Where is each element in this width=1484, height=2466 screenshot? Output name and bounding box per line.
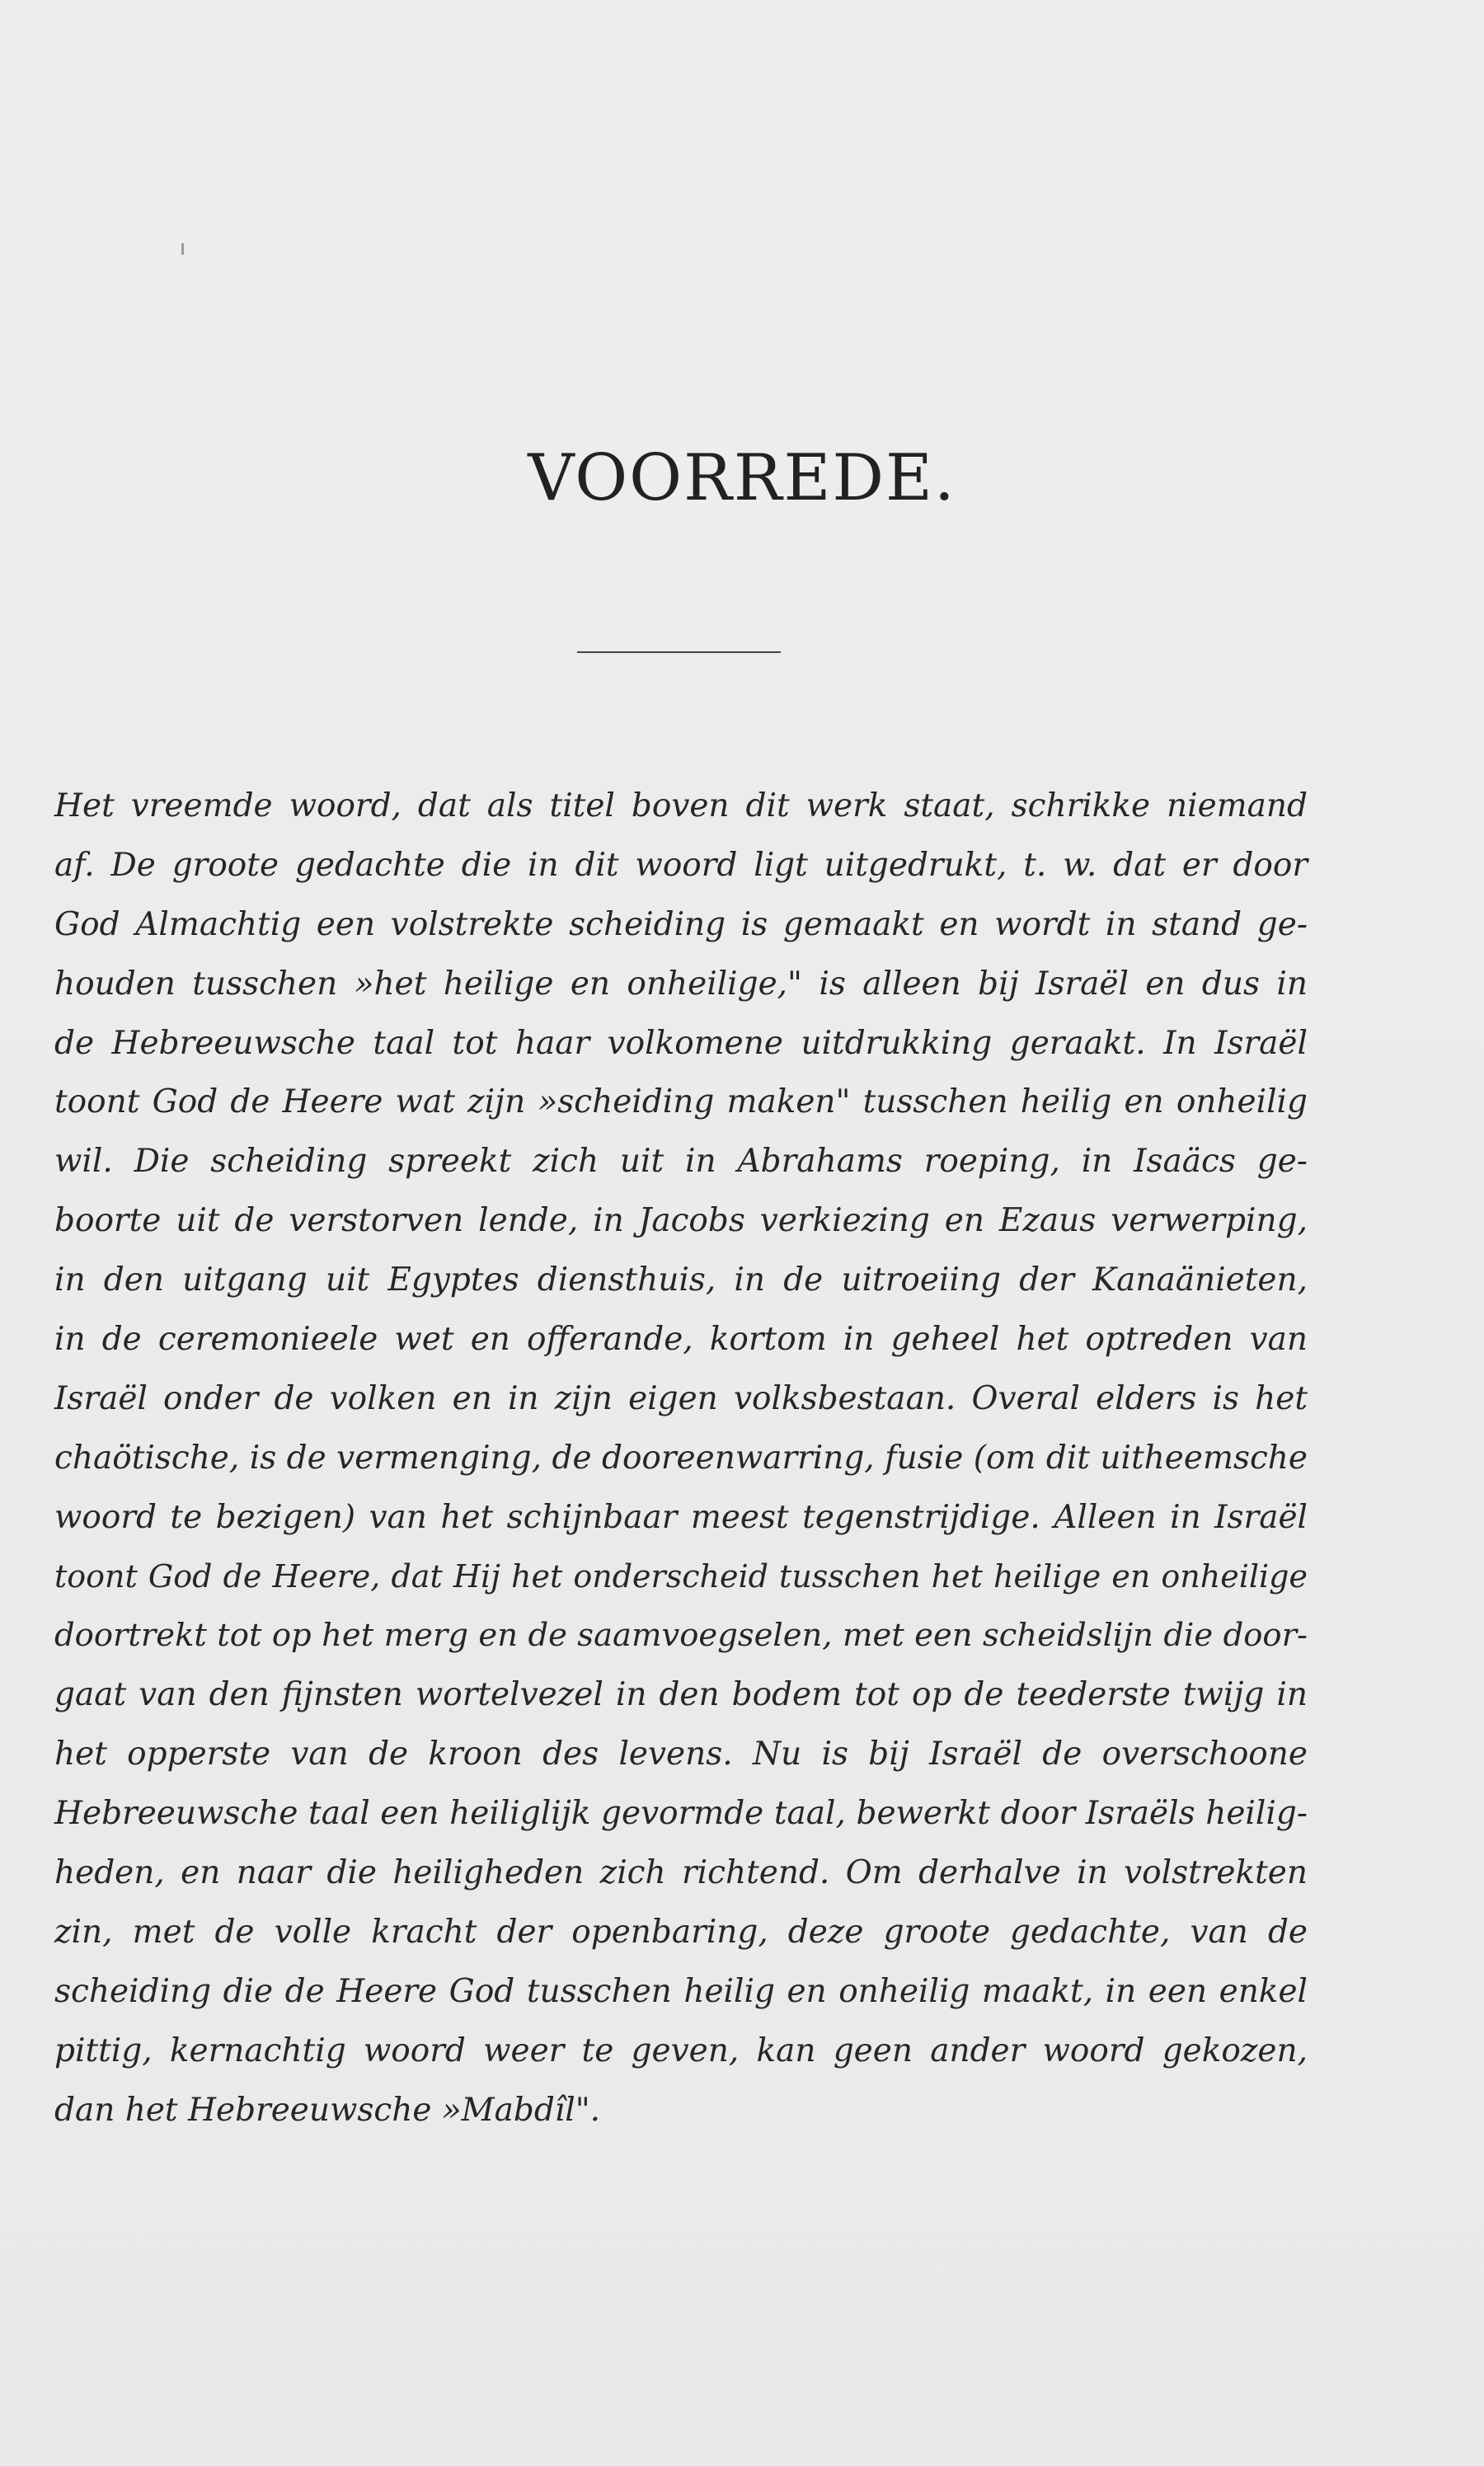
text-line: doortrekt tot op het merg en de saamvoegselen, met een scheidslijn die door-: [54, 1617, 1308, 1655]
paper-speck: [181, 243, 184, 255]
text-line: houden tusschen »het heilige en onheilige," is alleen bij Israël en dus in: [54, 965, 1308, 1003]
text-line: in de ceremonieele wet en offerande, kortom in geheel het optreden van: [54, 1321, 1308, 1359]
text-line: God Almachtig een volstrekte scheiding is gemaakt en wordt in stand ge-: [54, 905, 1308, 943]
text-line: gaat van den fijnsten wortelvezel in den bodem tot op de teederste twijg in: [54, 1676, 1308, 1714]
text-line: Israël onder de volken en in zijn eigen volksbestaan. Overal elders is het: [54, 1379, 1308, 1417]
text-line: pittig, kernachtig woord weer te geven, kan geen ander woord gekozen,: [54, 2032, 1308, 2069]
preface-paragraph: [54, 777, 1308, 2140]
text-line: heden, en naar die heiligheden zich richtend. Om derhalve in volstrekten: [54, 1854, 1308, 1892]
text-line: woord te bezigen) van het schijnbaar meest tegenstrijdige. Alleen in Israël: [54, 1498, 1308, 1536]
text-line: de Hebreeuwsche taal tot haar volkomene uitdrukking geraakt. In Israël: [54, 1024, 1308, 1062]
text-line: het opperste van de kroon des levens. Nu is bij Israël de overschoone: [54, 1736, 1308, 1773]
text-line: Het vreemde woord, dat als titel boven dit werk staat, schrikke niemand: [54, 787, 1308, 824]
text-line: scheiding die de Heere God tusschen heilig en onheilig maakt, in een enkel: [54, 1972, 1308, 2010]
text-line: Hebreeuwsche taal een heiliglijk gevormde taal, bewerkt door Israëls heilig-: [54, 1795, 1308, 1833]
page-title: VOORREDE.: [528, 441, 956, 515]
text-line: toont God de Heere wat zijn »scheiding maken" tusschen heilig en onheilig: [54, 1083, 1308, 1121]
title-divider: [577, 651, 781, 653]
text-line: boorte uit de verstorven lende, in Jacobs verkiezing en Ezaus verwerping,: [54, 1202, 1308, 1240]
text-line: zin, met de volle kracht der openbaring, deze groote gedachte, van de: [54, 1913, 1308, 1951]
text-line-last: dan het Hebreeuwsche »Mabdîl".: [54, 2091, 601, 2129]
text-line: toont God de Heere, dat Hij het onderscheid tusschen het heilige en onheilige: [54, 1557, 1308, 1595]
text-line: chaötische, is de vermenging, de dooreenwarring, fusie (om dit uitheemsche: [54, 1439, 1308, 1477]
text-line: wil. Die scheiding spreekt zich uit in Abrahams roeping, in Isaäcs ge-: [54, 1143, 1308, 1181]
text-line: af. De groote gedachte die in dit woord ligt uitgedrukt, t. w. dat er door: [54, 846, 1308, 884]
text-line: in den uitgang uit Egyptes diensthuis, in de uitroeiing der Kanaänieten,: [54, 1261, 1308, 1299]
